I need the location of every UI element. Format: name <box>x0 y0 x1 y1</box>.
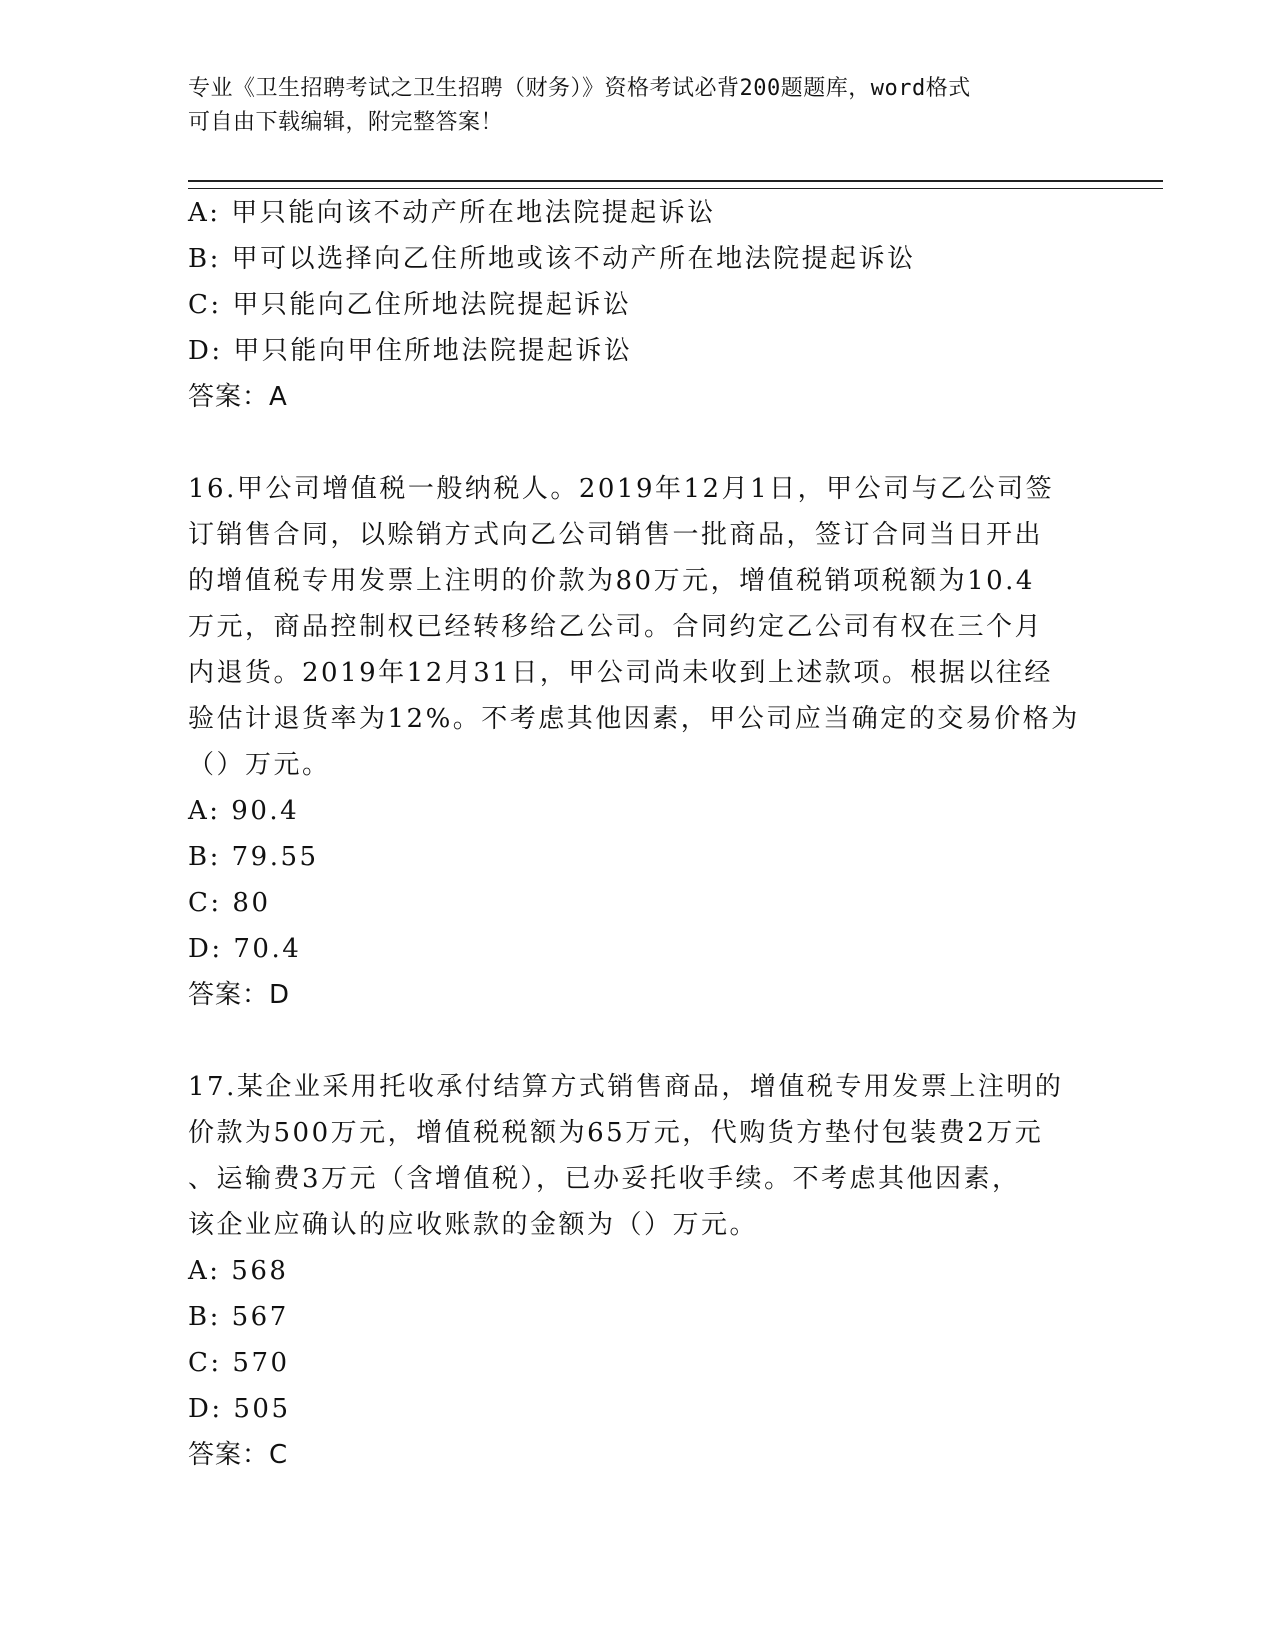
question-stem <box>188 466 1088 788</box>
header-line-2: 可自由下载编辑，附完整答案！ <box>188 110 504 135</box>
stem-line: 17.某企业采用托收承付结算方式销售商品，增值税专用发票上注明的 <box>188 1072 1064 1102</box>
question-content <box>188 190 1088 1478</box>
option-d: D: 甲只能向甲住所地法院提起诉讼 <box>188 336 633 366</box>
header-line-1: 专业《卫生招聘考试之卫生招聘（财务）》资格考试必背200题题库，word格式 <box>188 76 971 101</box>
option-c: C: 570 <box>188 1348 290 1378</box>
option-c: C: 甲只能向乙住所地法院提起诉讼 <box>188 290 632 320</box>
stem-line: 该企业应确认的应收账款的金额为（）万元。 <box>188 1210 759 1240</box>
option-b: B: 567 <box>188 1302 289 1332</box>
answer: 答案：C <box>188 1440 289 1470</box>
stem-line: （）万元。 <box>188 750 331 780</box>
question-16 <box>188 466 1088 1018</box>
option-d: D: 70.4 <box>188 934 302 964</box>
document-header <box>188 72 1068 140</box>
question-stem <box>188 1064 1088 1248</box>
stem-line: 16.甲公司增值税一般纳税人。2019年12月1日，甲公司与乙公司签 <box>188 474 1055 504</box>
option-a: A: 568 <box>188 1256 289 1286</box>
stem-line: 万元，商品控制权已经转移给乙公司。合同约定乙公司有权在三个月 <box>188 612 1044 642</box>
option-a: A: 90.4 <box>188 796 300 826</box>
stem-line: 的增值税专用发票上注明的价款为80万元，增值税销项税额为10.4 <box>188 566 1035 596</box>
option-a: A: 甲只能向该不动产所在地法院提起诉讼 <box>188 198 716 228</box>
stem-line: 、运输费3万元（含增值税），已办妥托收手续。不考虑其他因素， <box>188 1164 1021 1194</box>
stem-line: 订销售合同，以赊销方式向乙公司销售一批商品，签订合同当日开出 <box>188 520 1044 550</box>
question-17 <box>188 1064 1088 1478</box>
option-d: D: 505 <box>188 1394 291 1424</box>
question-15 <box>188 190 1088 420</box>
stem-line: 验估计退货率为12%。不考虑其他因素，甲公司应当确定的交易价格为 <box>188 704 1080 734</box>
answer: 答案：A <box>188 382 288 412</box>
option-b: B: 79.55 <box>188 842 319 872</box>
spacer <box>188 1018 1088 1064</box>
stem-line: 内退货。2019年12月31日，甲公司尚未收到上述款项。根据以往经 <box>188 658 1053 688</box>
header-divider <box>188 180 1163 189</box>
option-b: B: 甲可以选择向乙住所地或该不动产所在地法院提起诉讼 <box>188 244 916 274</box>
stem-line: 价款为500万元，增值税税额为65万元，代购货方垫付包装费2万元 <box>188 1118 1044 1148</box>
answer: 答案：D <box>188 980 291 1010</box>
option-c: C: 80 <box>188 888 271 918</box>
spacer <box>188 420 1088 466</box>
